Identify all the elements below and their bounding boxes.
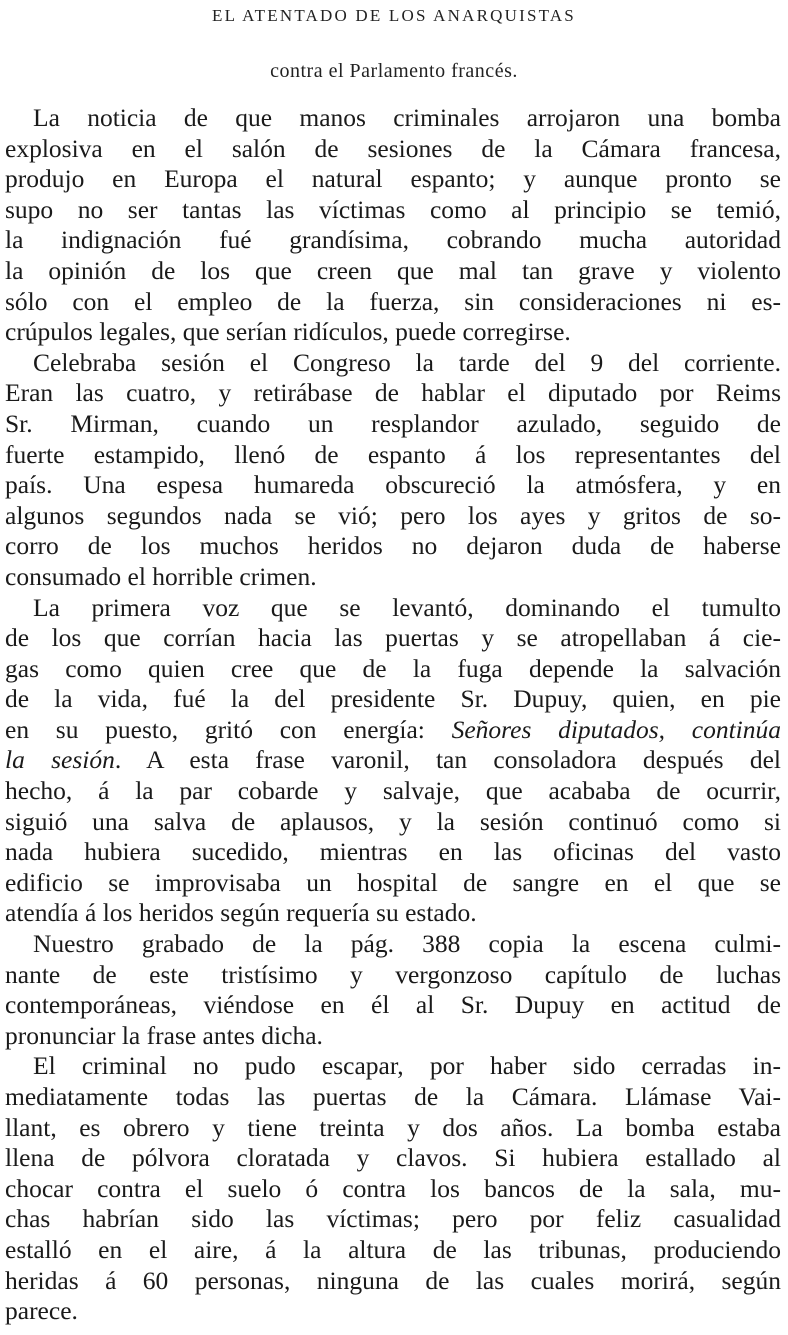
text-line — [5, 776, 781, 807]
text-line — [5, 256, 781, 287]
line-text: crúpulos legales, que serían ridículos, puede corregirse. — [5, 317, 571, 347]
text-line — [5, 990, 781, 1021]
line-text: contemporáneas, viéndose en él al Sr. Dupuy en actitud de — [5, 990, 781, 1020]
line-text: de la vida, fué la del presidente Sr. Dupuy, quien, en pie — [5, 684, 781, 714]
text-line — [5, 868, 781, 899]
text-line — [5, 1296, 781, 1327]
text-line — [5, 807, 781, 838]
line-text: llant, es obrero y tiene treinta y dos años. La bomba estaba — [5, 1112, 781, 1142]
text-line — [5, 715, 781, 746]
text-line — [5, 1174, 781, 1205]
text-line — [5, 409, 781, 440]
article-title: EL ATENTADO DE LOS ANARQUISTAS — [212, 6, 576, 25]
line-text: atendía á los heridos según requería su estado. — [5, 898, 477, 928]
line-text: fuerte estampido, llenó de espanto á los representantes del — [5, 439, 781, 469]
line-text: país. Una espesa humareda obscureció la atmósfera, y en — [5, 470, 781, 500]
line-text: Nuestro grabado de la pág. 388 copia la escena culmi- — [33, 929, 781, 959]
line-text: supo no ser tantas las víctimas como al principio se temió, — [5, 194, 781, 224]
text-line — [5, 317, 781, 348]
text-line — [5, 501, 781, 532]
text-line — [5, 562, 781, 593]
line-text: produjo en Europa el natural espanto; y aunque pronto se — [5, 164, 781, 194]
text-line — [5, 684, 781, 715]
line-text: pronunciar la frase antes dicha. — [5, 1020, 323, 1050]
text-line — [5, 470, 781, 501]
line-text: Eran las cuatro, y retirábase de hablar el diputado por Reims — [5, 378, 781, 408]
text-line — [5, 287, 781, 318]
line-text: Sr. Mirman, cuando un resplandor azulado, seguido de — [5, 408, 781, 438]
line-text: nante de este tristísimo y vergonzoso capítulo de luchas — [5, 959, 781, 989]
line-text: llena de pólvora cloratada y clavos. Si hubiera estallado al — [5, 1143, 781, 1173]
line-text: hecho, á la par cobarde y salvaje, que acababa de ocurrir, — [5, 776, 781, 806]
line-text: La noticia de que manos criminales arrojaron una bomba — [33, 103, 781, 132]
line-text: . A esta frase varonil, tan consoladora después del — [114, 745, 781, 775]
text-line — [5, 225, 781, 256]
text-line — [5, 1082, 781, 1113]
italic-quote: Señores diputados, continúa — [451, 714, 781, 744]
text-line — [5, 348, 781, 379]
text-line — [5, 1113, 781, 1144]
text-line — [5, 623, 781, 654]
line-text: chocar contra el suelo ó contra los bancos de la sala, mu- — [5, 1173, 781, 1203]
text-line — [5, 898, 781, 929]
text-line — [5, 195, 781, 226]
line-text: Celebraba sesión el Congreso la tarde del 9 del corriente. — [33, 347, 781, 377]
text-line — [5, 103, 781, 134]
line-text: El criminal no pudo escapar, por haber sido cerradas in- — [33, 1051, 781, 1081]
text-line — [5, 593, 781, 624]
line-text: la opinión de los que creen que mal tan grave y violento — [5, 255, 781, 285]
line-text: siguió una salva de aplausos, y la sesión continuó como si — [5, 806, 781, 836]
text-line — [5, 1051, 781, 1082]
text-line — [5, 745, 781, 776]
text-line — [5, 1235, 781, 1266]
text-line — [5, 134, 781, 165]
line-text: parece. — [5, 1296, 78, 1326]
text-line — [5, 1204, 781, 1235]
text-line — [5, 960, 781, 991]
line-text: consumado el horrible crimen. — [5, 561, 317, 591]
line-text: estalló en el aire, á la altura de las tribunas, produciendo — [5, 1234, 781, 1264]
line-text: corro de los muchos heridos no dejaron duda de haberse — [5, 531, 781, 561]
line-text: La primera voz que se levantó, dominando el tumulto — [33, 592, 781, 622]
line-text: heridas á 60 personas, ninguna de las cuales morirá, según — [5, 1265, 781, 1295]
line-text: edificio se improvisaba un hospital de sangre en el que se — [5, 867, 781, 897]
line-text: chas habrían sido las víctimas; pero por feliz casualidad — [5, 1204, 781, 1234]
text-line — [5, 531, 781, 562]
line-text: algunos segundos nada se vió; pero los ayes y gritos de so- — [5, 500, 781, 530]
text-line — [5, 1266, 781, 1297]
line-text: la indignación fué grandísima, cobrando mucha autoridad — [5, 225, 781, 255]
text-line — [5, 440, 781, 471]
line-text: sólo con el empleo de la fuerza, sin consideraciones ni es- — [5, 286, 781, 316]
line-text: explosiva en el salón de sesiones de la Cámara francesa, — [5, 133, 781, 163]
text-line — [5, 164, 781, 195]
text-line — [5, 837, 781, 868]
article-subtitle: contra el Parlamento francés. — [270, 60, 518, 82]
text-line — [5, 654, 781, 685]
line-text: de los que corrían hacia las puertas y se atropellaban á cie- — [5, 623, 781, 653]
line-text: nada hubiera sucedido, mientras en las oficinas del vasto — [5, 837, 781, 867]
line-text: mediatamente todas las puertas de la Cámara. Llámase Vai- — [5, 1082, 781, 1111]
line-text: gas como quien cree que de la fuga depende la salvación — [5, 653, 781, 683]
text-line — [5, 929, 781, 960]
text-line — [5, 1021, 781, 1052]
text-line — [5, 378, 781, 409]
article-body — [5, 103, 781, 1327]
italic-quote: la sesión — [5, 745, 115, 775]
line-text: en su puesto, gritó con energía: — [5, 714, 452, 744]
text-line — [5, 1143, 781, 1174]
